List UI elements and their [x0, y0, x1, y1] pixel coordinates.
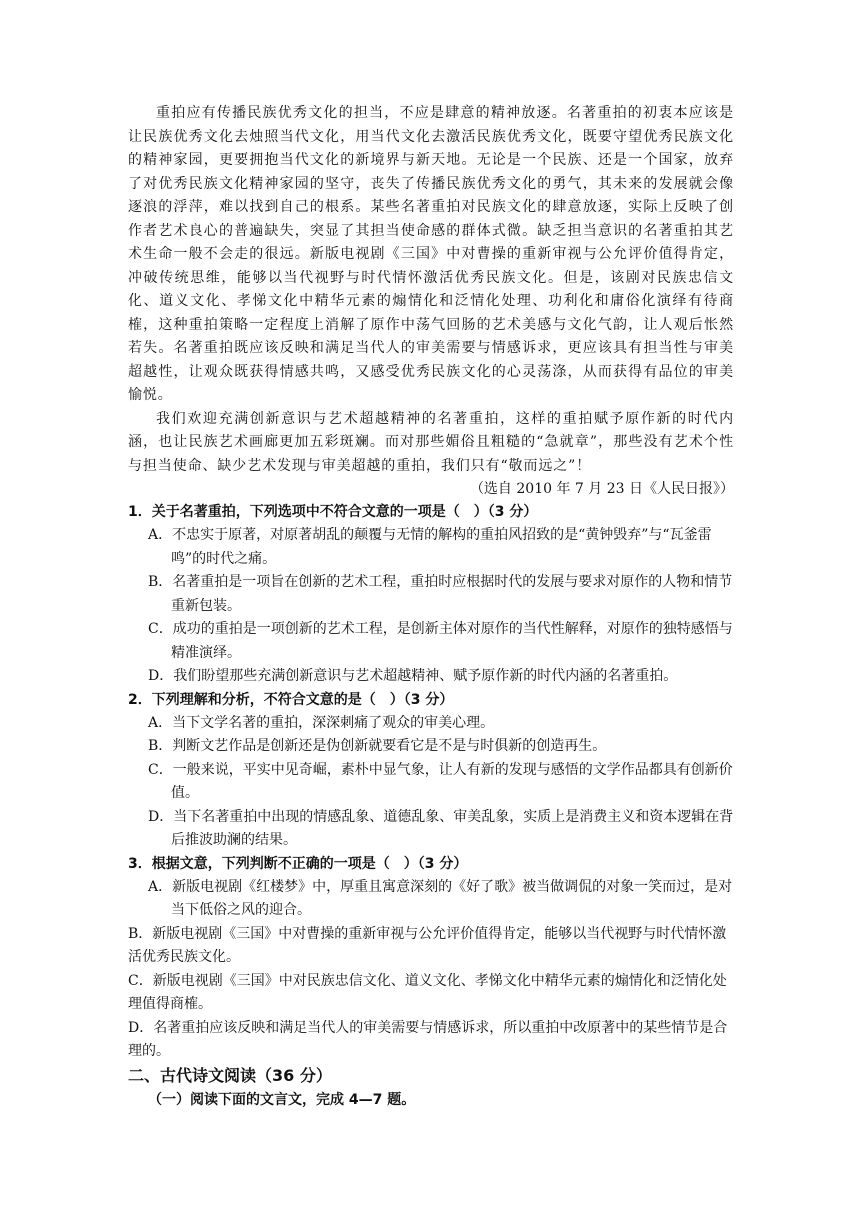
- option-c: C．一般来说，平实中见奇崛，素朴中显气象，让人有新的发现与感悟的文学作品都具有创新价值。: [148, 761, 733, 801]
- passage-paragraph-1: 重拍应有传播民族优秀文化的担当，不应是肆意的精神放逐。名著重拍的初衷本应该是让民族优秀文化去烛照当代文化，用当代文化去激活民族优秀文化，既要守望优秀民族文化的精神家园，更要拥抱当代文化的新境界与新天地。无论是一个民族、还是一个国家，放弃了对优秀民族文化精神家园的坚守，丧失了传播民族优秀文化的勇气，其未来的发展就会像逐浪的浮萍，难以找到自己的根系。某些名著重拍对民族文化的肆意放逐，实际上反映了创作者艺术良心的普遍缺失，突显了其担当使命感的群体式微。缺乏担当意识的名著重拍其艺术生命一般不会走的很远。新版电视剧《三国》中对曹操的重新审视与公允评价值得肯定，冲破传统思维，能够以当代视野与时代情怀激活优秀民族文化。但是，该剧对民族忠信文化、道义文化、孝悌文化中精华元素的煽情化和泛情化处理、功利化和庸俗化演绎有待商榷，这种重拍策略一定程度上消解了原作中荡气回肠的艺术美感与文化气韵，让人观后怅然若失。名著重拍既应该反映和满足当代人的审美需要与情感诉求，更应该具有担当性与审美超越性，让观众既获得情感共鸣，又感受优秀民族文化的心灵荡涤，从而获得有品位的审美愉悦。: [128, 105, 734, 403]
- question-2: [128, 689, 734, 853]
- option-c: C．成功的重拍是一项创新的艺术工程，是创新主体对原作的当代性解释，对原作的独特感悟与精准演绎。: [148, 621, 733, 661]
- option-a: A．新版电视剧《红楼梦》中，厚重且寓意深刻的《好了歌》被当做调侃的对象一笑而过，是对当下低俗之风的迎合。: [148, 878, 733, 918]
- question-1: [128, 501, 734, 689]
- question-stem: 3．根据文意，下列判断不正确的一项是（ ）（3 分）: [128, 855, 468, 872]
- option-a: A．当下文学名著的重拍，深深刺痛了观众的审美心理。: [148, 714, 495, 731]
- option-d: D．名著重拍应该反映和满足当代人的审美需要与情感诉求，所以重拍中改原著中的某些情节是合理的。: [128, 1019, 728, 1059]
- option-c: C．新版电视剧《三国》中对民族忠信文化、道义文化、孝悌文化中精华元素的煽情化和泛情化处理值得商榷。: [128, 972, 727, 1012]
- option-b: B．判断文艺作品是创新还是伪创新就要看它是不是与时俱新的创造再生。: [148, 738, 607, 754]
- question-stem: 2．下列理解和分析，不符合文意的是（ ）（3 分）: [128, 691, 454, 708]
- subsection-heading: （一）阅读下面的文言文，完成 4—7 题。: [148, 1091, 416, 1108]
- option-d: D．当下名著重拍中出现的情感乱象、道德乱象、审美乱象，实质上是消费主义和资本逻辑在背后推波助澜的结果。: [148, 808, 734, 848]
- question-stem: 1．关于名著重拍，下列选项中不符合文意的一项是（ ）（3 分）: [128, 504, 538, 520]
- question-3: [128, 853, 734, 1064]
- section-heading: 二、古代诗文阅读（36 分）: [128, 1065, 332, 1085]
- passage-source: （选自 2010 年 7 月 23 日《人民日报》）: [469, 481, 734, 497]
- option-b: B．新版电视剧《三国》中对曹操的重新审视与公允评价值得肯定，能够以当代视野与时代情怀激活优秀民族文化。: [128, 925, 727, 965]
- passage-paragraph-2: 我们欢迎充满创新意识与艺术超越精神的名著重拍，这样的重拍赋予原作新的时代内涵，也让民族艺术画廊更加五彩斑斓。而对那些媚俗且粗糙的“急就章”，那些没有艺术个性与担当使命、缺少艺术发现与审美超越的重拍，我们只有“敬而远之”！: [128, 410, 734, 474]
- exam-page: [128, 102, 734, 1112]
- option-b: B．名著重拍是一项旨在创新的艺术工程，重拍时应根据时代的发展与要求对原作的人物和情节重新包装。: [148, 574, 733, 614]
- option-d: D．我们盼望那些充满创新意识与艺术超越精神、赋予原作新的时代内涵的名著重拍。: [148, 668, 678, 684]
- option-a: A．不忠实于原著，对原著胡乱的颠覆与无情的解构的重拍风招致的是“黄钟毁弃”与“瓦釜雷鸣”的时代之痛。: [148, 527, 712, 567]
